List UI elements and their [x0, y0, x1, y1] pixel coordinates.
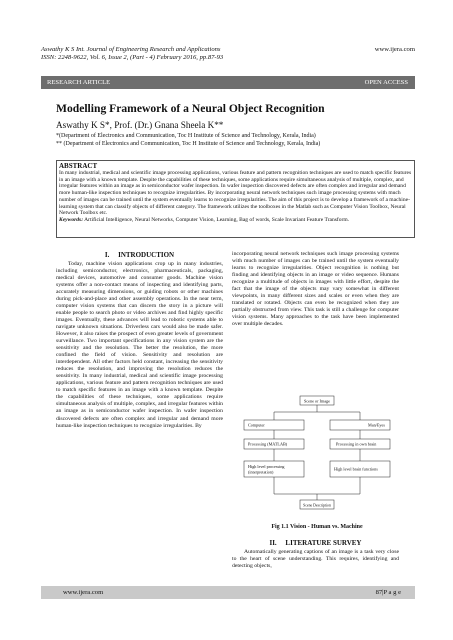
- keywords-label: Keywords:: [59, 216, 84, 223]
- affiliation-2: ** (Department of Electronics and Communication, Toc H Institute of Science and Technology, Kerala, India): [56, 140, 321, 147]
- affiliation-1: *(Department of Electronics and Communication, Toc H Institute of Science and Technology, Kerala, India): [56, 133, 316, 139]
- article-type-label: RESEARCH ARTICLE: [47, 79, 111, 86]
- label-man-eyes: Man/Eyes: [368, 422, 385, 428]
- paper-authors: Aswathy K S*, Prof. (Dr.) Gnana Sheela K**: [56, 120, 224, 130]
- label-high-level-processing-2: (interpretation): [248, 469, 274, 475]
- page-number: 87|P a g e: [375, 589, 401, 596]
- label-high-level-processing-1: High level processing: [248, 464, 285, 469]
- footer-site-link[interactable]: www.ijera.com: [63, 589, 104, 596]
- right-column: [232, 251, 399, 329]
- keywords-line: [59, 217, 412, 224]
- literature-survey-text: Automatically generating captions of an image is a task very close to the heart of scene understanding. This requires, identifying and detecting objects,: [232, 548, 399, 569]
- abstract-box: [56, 160, 415, 238]
- citation-line: Aswathy K S Int. Journal of Engineering Research and Applications: [41, 46, 221, 53]
- page-footer: [41, 586, 415, 599]
- keywords-text: Artificial Intelligence, Neural Networks, Computer Vision, Learning, Bag of words, Scale Invariant Feature Transform.: [83, 216, 350, 223]
- introduction-heading: I. INTRODUCTION: [104, 251, 175, 259]
- paper-title: Modelling Framework of a Neural Object Recognition: [56, 102, 325, 115]
- journal-site-link[interactable]: www.ijera.com: [374, 46, 415, 53]
- abstract-text: In many industrial, medical and scientific image processing applications, various feature and pattern recognition techniques are used to match specific features in an image with a known template. Despite the capabilities of these techniques, some applications require simultaneous analysis of multiple, complex, and irregular features within an image as in semiconductor wafer inspection. In wafer inspection discovered defects are often complex and irregular and demand more human-like inspection techniques to recognize irregularities. By incorporating neural network techniques such image processing systems with much number of images can be trained until the system eventually learns to recognize irregularities. The aim of this project is to develop a framework of a machine-learning system that can classify objects of different category. The framework utilizes the toolboxes in the Matlab such as Computer Vision Toolbox, Neural Network Toolbox etc.: [59, 170, 412, 217]
- label-high-level-brain: High level brain functions: [334, 466, 378, 472]
- label-processing-matlab: Processing (MATLAB): [248, 441, 288, 447]
- figure-caption: Fig 1.1 Vision - Human vs. Machine: [271, 524, 363, 530]
- issn-line: ISSN: 2248-9622, Vol. 6, Issue 2, (Part - 4) February 2016, pp.87-93: [41, 54, 224, 62]
- vision-diagram: [232, 390, 402, 514]
- journal-header: [41, 46, 415, 62]
- abstract-heading: ABSTRACT: [59, 162, 98, 170]
- left-column: [56, 251, 223, 430]
- label-computer: Computer: [248, 422, 265, 428]
- label-processing-brain: Processing in own brain: [336, 441, 377, 447]
- introduction-text: Today, machine vision applications crop up in many industries, including semiconductor, electronics, pharmaceuticals, packaging, medical devices, automotive and consumer goods. Machine vision systems offer a non-contact means of inspecting and identifying parts, accurately measuring dimensions, or guiding robots or other machines during pick-and-place and other assembly operations. In the near term, computer vision systems that can discern the story in a picture will enable people to search photo or video archives and find highly specific images. Eventually, these advances will lead to robotic systems able to navigate unknown situations. Driverless cars would also be made safer. However, it also raises the prospect of even greater levels of government surveillance. Two important specifications in any vision system are the sensitivity and the resolution. The better the resolution, the more confined the field of vision. Sensitivity and resolution are interdependent. All other factors held constant, increasing the sensitivity reduces the resolution, and improving the resolution reduces the sensitivity. In many industrial, medical and scientific image processing applications, various feature and pattern recognition techniques are used to match specific features in an image with a known template. Despite the capabilities of these techniques, some applications require simultaneous analysis of multiple, complex, and irregular features within an image as in semiconductor wafer inspection. In wafer inspection discovered defects are often complex and irregular and demand more human-like inspection techniques to recognize irregularities. By: [56, 260, 223, 429]
- literature-survey-heading: II. LITERATURE SURVEY: [269, 539, 362, 547]
- label-scene-or-image: Scene or Image: [303, 398, 331, 404]
- label-scene-description: Scene Description: [303, 503, 331, 508]
- literature-survey-section: [232, 539, 399, 570]
- article-type-bar: [41, 76, 415, 89]
- open-access-label: OPEN ACCESS: [364, 79, 408, 86]
- author-affiliations: [56, 133, 416, 148]
- introduction-continued-text: incorporating neural network techniques such image processing systems with much number of images can be trained until the system eventually learns to recognize irregularities. Object recognition is nothing but finding and identifying objects in an image or video sequence. Humans recognize a multitude of objects in images with little effort, despite the fact that the image of the objects may vary somewhat in different viewpoints, in many different sizes and scales or even when they are translated or rotated. Objects can even be recognized when they are partially obstructed from view. This task is still a challenge for computer vision systems. Many approaches to the task have been implemented over multiple decades.: [232, 251, 399, 328]
